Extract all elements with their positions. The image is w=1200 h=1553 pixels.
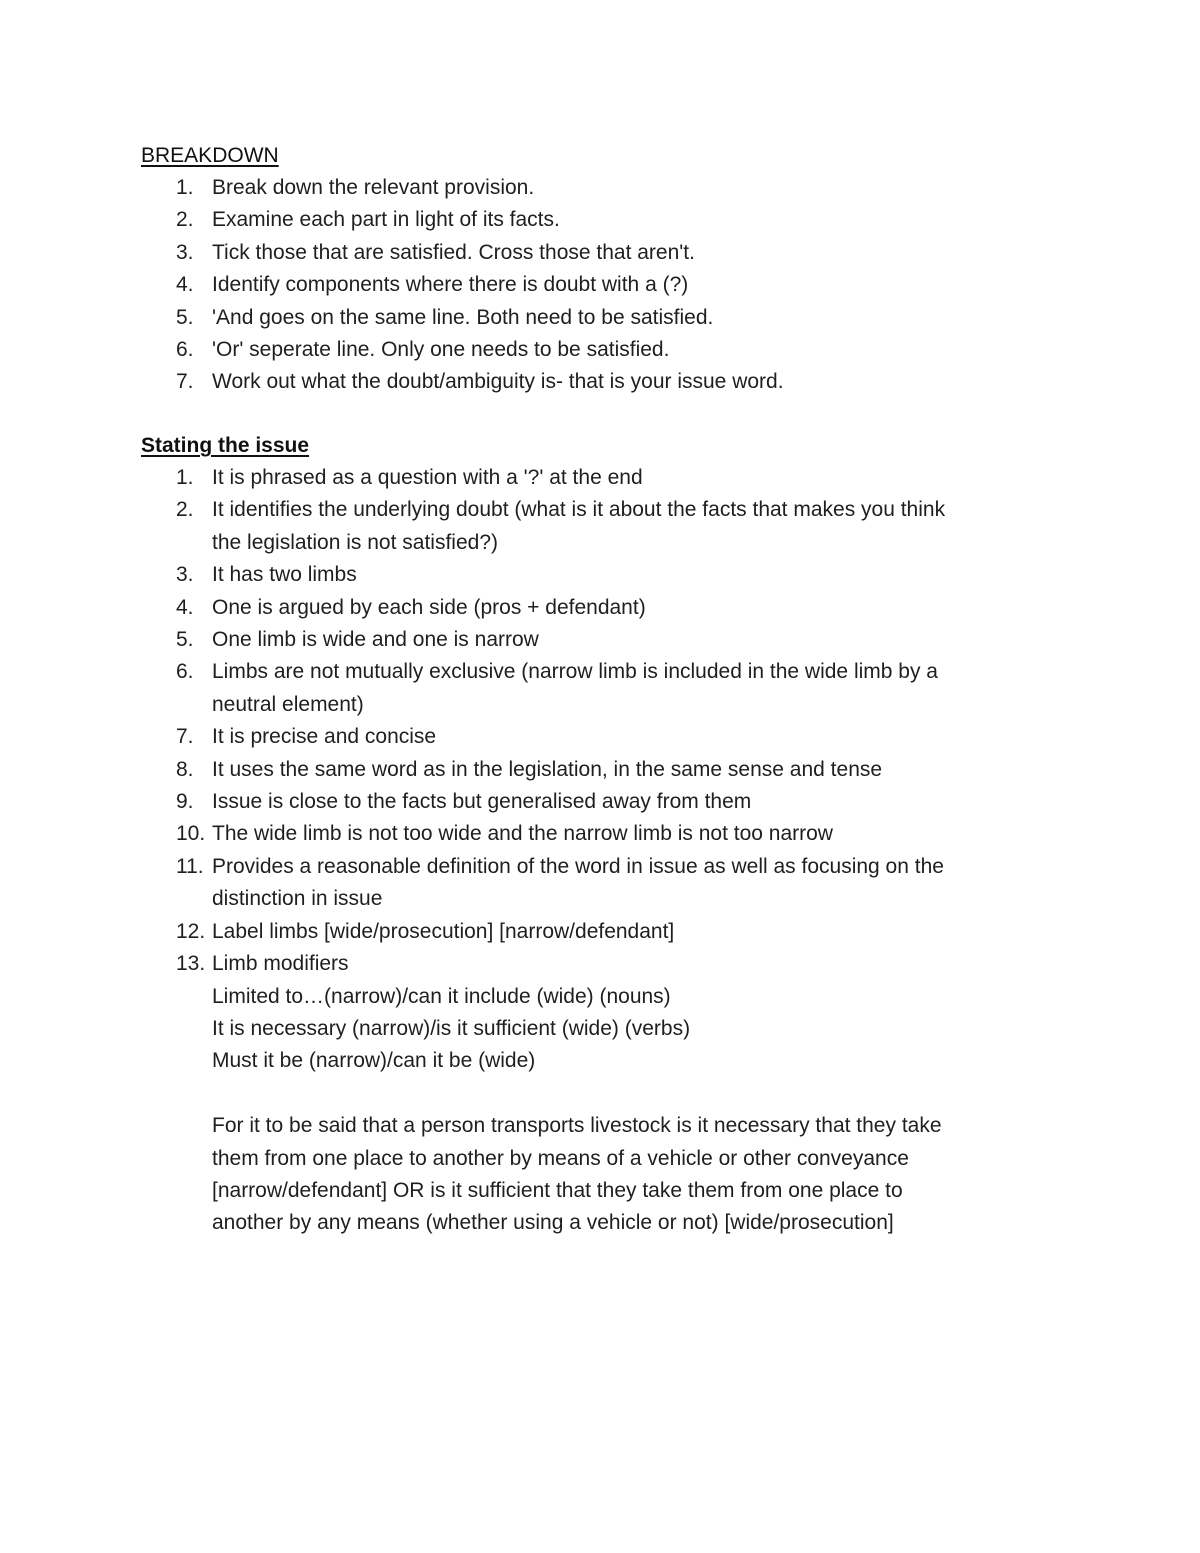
list-item-number: 5.: [176, 628, 194, 652]
list-item: [141, 721, 1041, 753]
stating-the-issue-list: [141, 462, 1041, 1240]
list-item: [141, 172, 1041, 204]
list-item-text: Tick those that are satisfied. Cross those that aren't.: [212, 240, 695, 264]
list-item-text: them from one place to another by means of a vehicle or other conveyance: [212, 1146, 909, 1170]
list-item: [141, 592, 1041, 624]
stating-the-issue-section: [141, 430, 1041, 1240]
list-item-number: 2.: [176, 498, 194, 522]
list-item-number: 12.: [176, 919, 206, 943]
list-item: [141, 624, 1041, 656]
list-item-number: 6.: [176, 338, 194, 362]
blank-line: [212, 1078, 1041, 1110]
list-item-text: 'And goes on the same line. Both need to be satisfied.: [212, 305, 714, 329]
list-item-number: 13.: [176, 952, 206, 976]
list-item-text: It uses the same word as in the legislation, in the same sense and tense: [212, 757, 883, 781]
list-item-text: It has two limbs: [212, 563, 357, 587]
list-item-number: 4.: [176, 273, 194, 297]
list-item: [141, 237, 1041, 269]
list-item: [141, 366, 1041, 398]
list-item: [141, 786, 1041, 818]
list-item-text: another by any means (whether using a vehicle or not) [wide/prosecution]: [212, 1211, 894, 1235]
list-item: [141, 851, 1041, 916]
list-item-number: 10.: [176, 822, 206, 846]
list-item-text: Break down the relevant provision.: [212, 176, 535, 199]
list-item-text: Limb modifiers: [212, 952, 349, 976]
list-item: [141, 656, 1041, 721]
list-item-number: 7.: [176, 725, 194, 749]
list-item-number: 3.: [176, 240, 194, 264]
list-item-number: 9.: [176, 790, 194, 814]
list-item-text: One limb is wide and one is narrow: [212, 628, 539, 652]
list-item-number: 3.: [176, 563, 194, 587]
list-item: [141, 559, 1041, 591]
list-item: [141, 462, 1041, 494]
list-item: [141, 818, 1041, 850]
list-item-text: Work out what the doubt/ambiguity is- that is your issue word.: [212, 370, 784, 394]
list-item-number: 4.: [176, 595, 194, 619]
breakdown-heading: BREAKDOWN: [141, 144, 279, 167]
list-item-number: 1.: [176, 176, 194, 199]
list-item: [141, 754, 1041, 786]
list-item-text: Limbs are not mutually exclusive (narrow limb is included in the wide limb by a: [212, 660, 938, 684]
list-item: [141, 204, 1041, 236]
list-item-text: Limited to…(narrow)/can it include (wide) (nouns): [212, 984, 671, 1008]
stating-the-issue-heading: Stating the issue: [141, 434, 310, 457]
list-item-number: 5.: [176, 305, 194, 329]
list-item: [141, 269, 1041, 301]
breakdown-section: [141, 140, 1041, 399]
list-item-text: The wide limb is not too wide and the narrow limb is not too narrow: [212, 822, 833, 846]
list-item: [141, 948, 1041, 1240]
breakdown-list: [141, 172, 1041, 399]
list-item-number: 6.: [176, 660, 194, 684]
list-item: [141, 494, 1041, 559]
list-item-text: Must it be (narrow)/can it be (wide): [212, 1049, 536, 1073]
list-item: [141, 302, 1041, 334]
list-item-text: For it to be said that a person transports livestock is it necessary that they take: [212, 1114, 942, 1138]
list-item-text: Label limbs [wide/prosecution] [narrow/defendant]: [212, 919, 675, 943]
list-item-text: Examine each part in light of its facts.: [212, 208, 560, 232]
list-item-text: One is argued by each side (pros + defendant): [212, 595, 646, 619]
list-item-number: 11.: [176, 854, 204, 878]
list-item-number: 7.: [176, 370, 194, 394]
list-item-number: 2.: [176, 208, 194, 232]
list-item-text: Provides a reasonable definition of the word in issue as well as focusing on the: [212, 854, 944, 878]
list-item-text: 'Or' seperate line. Only one needs to be satisfied.: [212, 338, 670, 362]
list-item-text: It identifies the underlying doubt (what is it about the facts that makes you think: [212, 498, 946, 522]
list-item-text: the legislation is not satisfied?): [212, 530, 498, 554]
list-item-text: Identify components where there is doubt with a (?): [212, 273, 689, 297]
list-item-text: neutral element): [212, 692, 364, 716]
list-item-text: Issue is close to the facts but generalised away from them: [212, 790, 752, 814]
list-item-text: It is necessary (narrow)/is it sufficient (wide) (verbs): [212, 1016, 691, 1040]
list-item: [141, 334, 1041, 366]
list-item-text: distinction in issue: [212, 887, 383, 911]
list-item: [141, 916, 1041, 948]
list-item-number: 1.: [176, 466, 194, 489]
list-item-text: It is precise and concise: [212, 725, 437, 749]
list-item-text: It is phrased as a question with a '?' at the end: [212, 466, 643, 489]
list-item-number: 8.: [176, 757, 194, 781]
list-item-text: [narrow/defendant] OR is it sufficient that they take them from one place to: [212, 1178, 903, 1202]
